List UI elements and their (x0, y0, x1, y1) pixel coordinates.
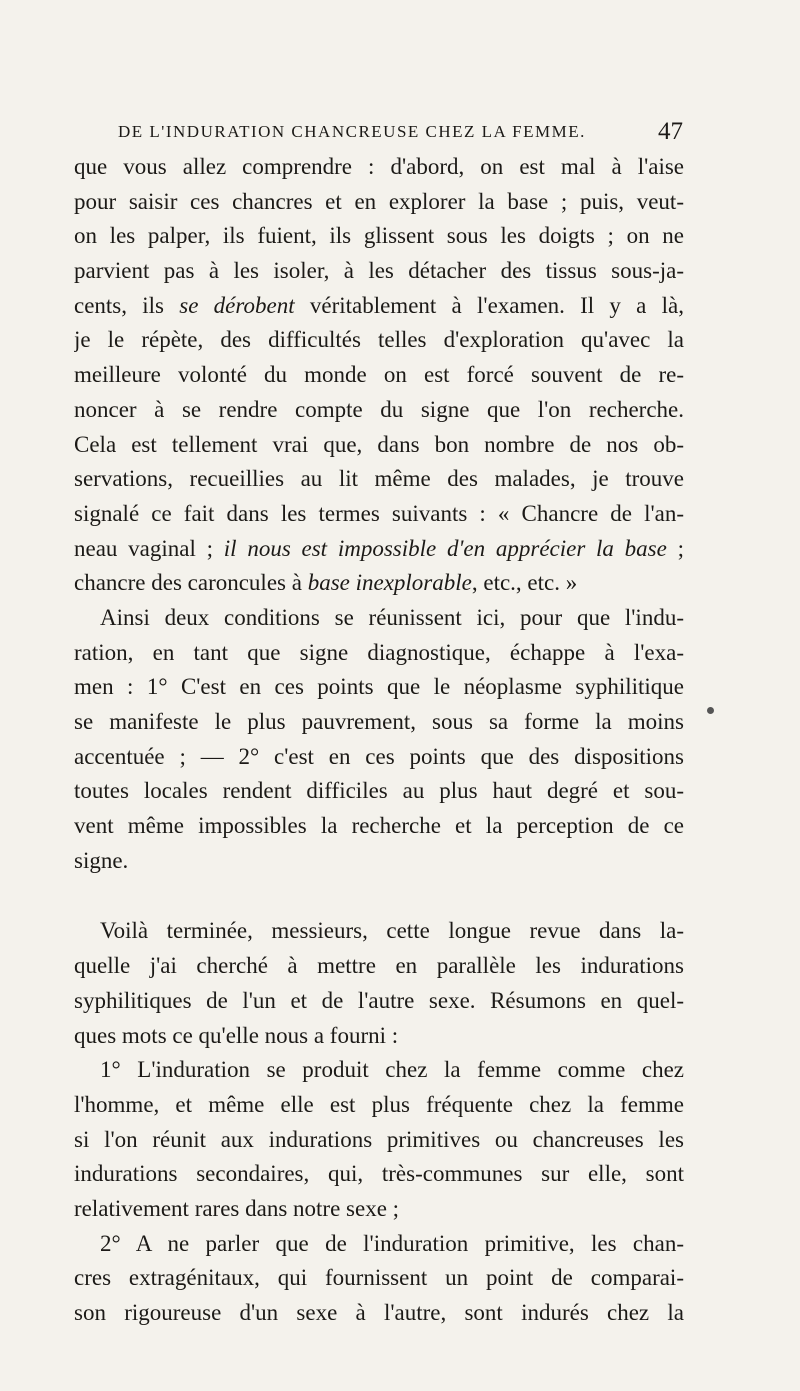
text-line (74, 289, 684, 324)
text-line: signalé ce fait dans les termes suivants : « Chancre de l'an- (74, 500, 684, 526)
text-line: 2° A ne parler que de l'induration primitive, les chan- (100, 1230, 684, 1256)
text-line: noncer à se rendre compte du signe que l'on recherche. (74, 396, 684, 422)
text-line: indurations secondaires, qui, très-communes sur elle, sont (74, 1161, 684, 1187)
text-line: 1° L'induration se produit chez la femme comme chez (100, 1057, 684, 1083)
text-line: quelle j'ai cherché à mettre en parallèle les indurations (74, 953, 684, 979)
text-line: relativement rares dans notre sexe ; (74, 1195, 400, 1221)
text-line (74, 532, 684, 567)
italic-emphasis: base inexplorable (307, 570, 472, 596)
text-run: chancre des caroncules à (74, 570, 308, 596)
text-line: se manifeste le plus pauvrement, sous sa forme la moins (74, 709, 684, 734)
text-run: , etc., etc. » (471, 570, 578, 596)
text-line: meilleure volonté du monde on est forcé souvent de re- (74, 362, 684, 388)
text-line: vent même impossibles la recherche et la perception de ce (74, 813, 684, 839)
text-line: Voilà terminée, messieurs, cette longue revue dans la- (100, 918, 684, 944)
text-line: pour saisir ces chancres et en explorer la base ; puis, veut- (74, 188, 684, 214)
page-header (118, 118, 683, 150)
text-line: syphilitiques de l'un et de l'autre sexe. Résumons en quel- (74, 987, 684, 1013)
text-line: accentuée ; — 2° c'est en ces points que des dispositions (74, 743, 684, 769)
text-line: je le répète, des difficultés telles d'exploration qu'avec la (74, 327, 684, 353)
text-run: neau vaginal ; (74, 535, 224, 561)
text-line: parvient pas à les isoler, à les détacher des tissus sous-ja- (74, 258, 684, 284)
page-number: 47 (658, 118, 683, 145)
text-line: servations, recueillies au lit même des malades, je trouve (74, 466, 684, 492)
text-line (74, 566, 684, 601)
text-line: on les palper, ils fuient, ils glissent sous les doigts ; on ne (74, 223, 684, 249)
text-line: signe. (74, 847, 129, 873)
paragraph-gap (74, 878, 684, 914)
text-line: son rigoureuse d'un sexe à l'autre, sont indurés chez la (74, 1300, 684, 1325)
text-line: men : 1° C'est en ces points que le néoplasme syphilitique (74, 674, 684, 700)
text-line: ques mots ce qu'elle nous a fourni : (74, 1022, 399, 1048)
text-line: Ainsi deux conditions se réunissent ici, pour que l'indu- (100, 604, 684, 630)
text-line: Cela est tellement vrai que, dans bon nombre de nos ob- (74, 431, 684, 457)
text-run: ; (666, 535, 684, 561)
text-line: toutes locales rendent difficiles au plus haut degré et sou- (74, 778, 684, 804)
text-line: cres extragénitaux, qui fournissent un point de comparai- (74, 1265, 684, 1291)
ink-spot (707, 707, 714, 714)
text-line: ration, en tant que signe diagnostique, échappe à l'exa- (74, 639, 684, 665)
text-line: si l'on réunit aux indurations primitives ou chancreuses les (74, 1126, 684, 1152)
text-line: l'homme, et même elle est plus fréquente chez la femme (74, 1091, 684, 1117)
text-run: cents, ils (74, 292, 180, 318)
text-line: que vous allez comprendre : d'abord, on est mal à l'aise (74, 154, 684, 179)
body-text (74, 150, 684, 1331)
italic-emphasis: il nous est impossible d'en apprécier la base (223, 535, 667, 561)
italic-emphasis: se dérobent (179, 292, 295, 318)
running-title: DE L'INDURATION CHANCREUSE CHEZ LA FEMME. (118, 122, 586, 141)
text-run: véritablement à l'examen. Il y a là, (294, 292, 684, 318)
